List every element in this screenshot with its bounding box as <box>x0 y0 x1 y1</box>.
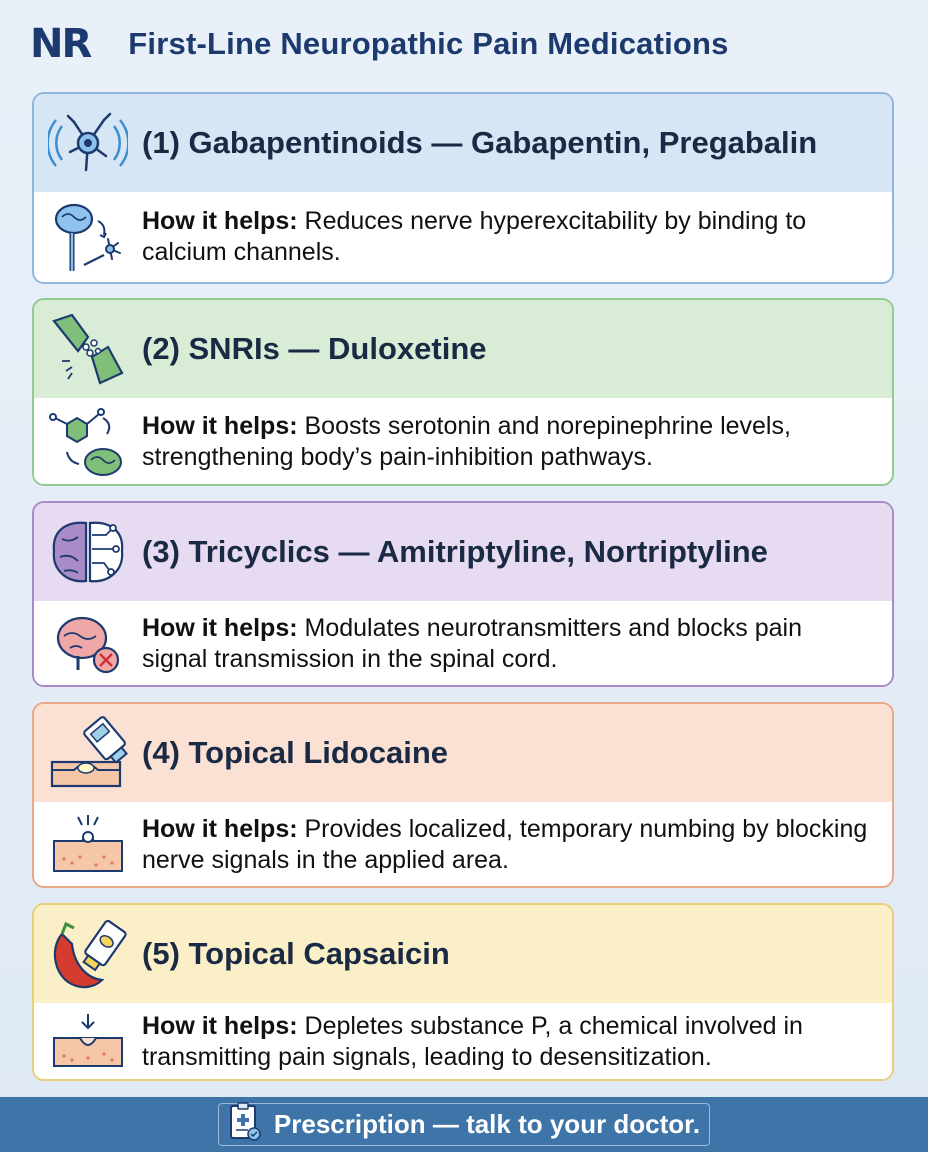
card-title: (3) Tricyclics — Amitriptyline, Nortriptyline <box>142 534 768 569</box>
card-body <box>34 192 892 281</box>
card-header <box>34 503 892 601</box>
medication-card-lidocaine <box>32 702 894 888</box>
skin-layer-icon <box>34 813 142 877</box>
footer-text: Prescription — talk to your doctor. <box>273 1109 701 1139</box>
card-description: How it helps: Depletes substance P, a chemical involved in transmitting pain signals, leading to desensitization. <box>142 1012 803 1071</box>
card-description: How it helps: Provides localized, temporary numbing by blocking nerve signals in the applied area. <box>142 815 868 874</box>
circuit-brain-icon <box>34 517 142 587</box>
card-title: (2) SNRIs — Duloxetine <box>142 331 487 366</box>
logo <box>30 21 91 67</box>
card-description: How it helps: Reduces nerve hyperexcitability by binding to calcium channels. <box>142 206 807 266</box>
footer-banner <box>0 1097 928 1152</box>
skin-arrow-icon <box>34 1012 142 1072</box>
logo-r: R <box>61 21 91 67</box>
card-title: (4) Topical Lidocaine <box>142 735 449 770</box>
medication-card-tricyclics <box>32 501 894 687</box>
card-title: (5) Topical Capsaicin <box>142 936 450 971</box>
chili-cream-icon <box>34 912 142 996</box>
card-description: How it helps: Boosts serotonin and norepinephrine levels, strengthening body’s pain-inhibition pathways. <box>142 412 791 471</box>
brain-nerve-icon <box>34 199 142 275</box>
medication-card-gabapentinoids <box>32 92 894 284</box>
synapse-icon <box>34 311 142 387</box>
page-title: First-Line Neuropathic Pain Medications <box>128 26 729 61</box>
medication-card-snris <box>32 298 894 486</box>
header <box>30 18 729 70</box>
prescription-icon <box>228 1102 262 1147</box>
card-body <box>34 398 892 486</box>
card-body <box>34 601 892 687</box>
medication-card-capsaicin <box>32 903 894 1081</box>
logo-n: N <box>30 21 62 67</box>
card-header <box>34 704 892 802</box>
ointment-tube-icon <box>34 714 142 792</box>
card-body <box>34 802 892 888</box>
card-header <box>34 94 892 192</box>
card-title: (1) Gabapentinoids — Gabapentin, Pregabalin <box>142 125 818 160</box>
card-header <box>34 905 892 1003</box>
card-header <box>34 300 892 398</box>
card-body <box>34 1003 892 1081</box>
brain-block-icon <box>34 608 142 680</box>
molecule-brain-icon <box>34 404 142 480</box>
card-description: How it helps: Modulates neurotransmitters and blocks pain signal transmission in the spinal cord. <box>142 614 802 673</box>
neuron-icon <box>34 108 142 178</box>
